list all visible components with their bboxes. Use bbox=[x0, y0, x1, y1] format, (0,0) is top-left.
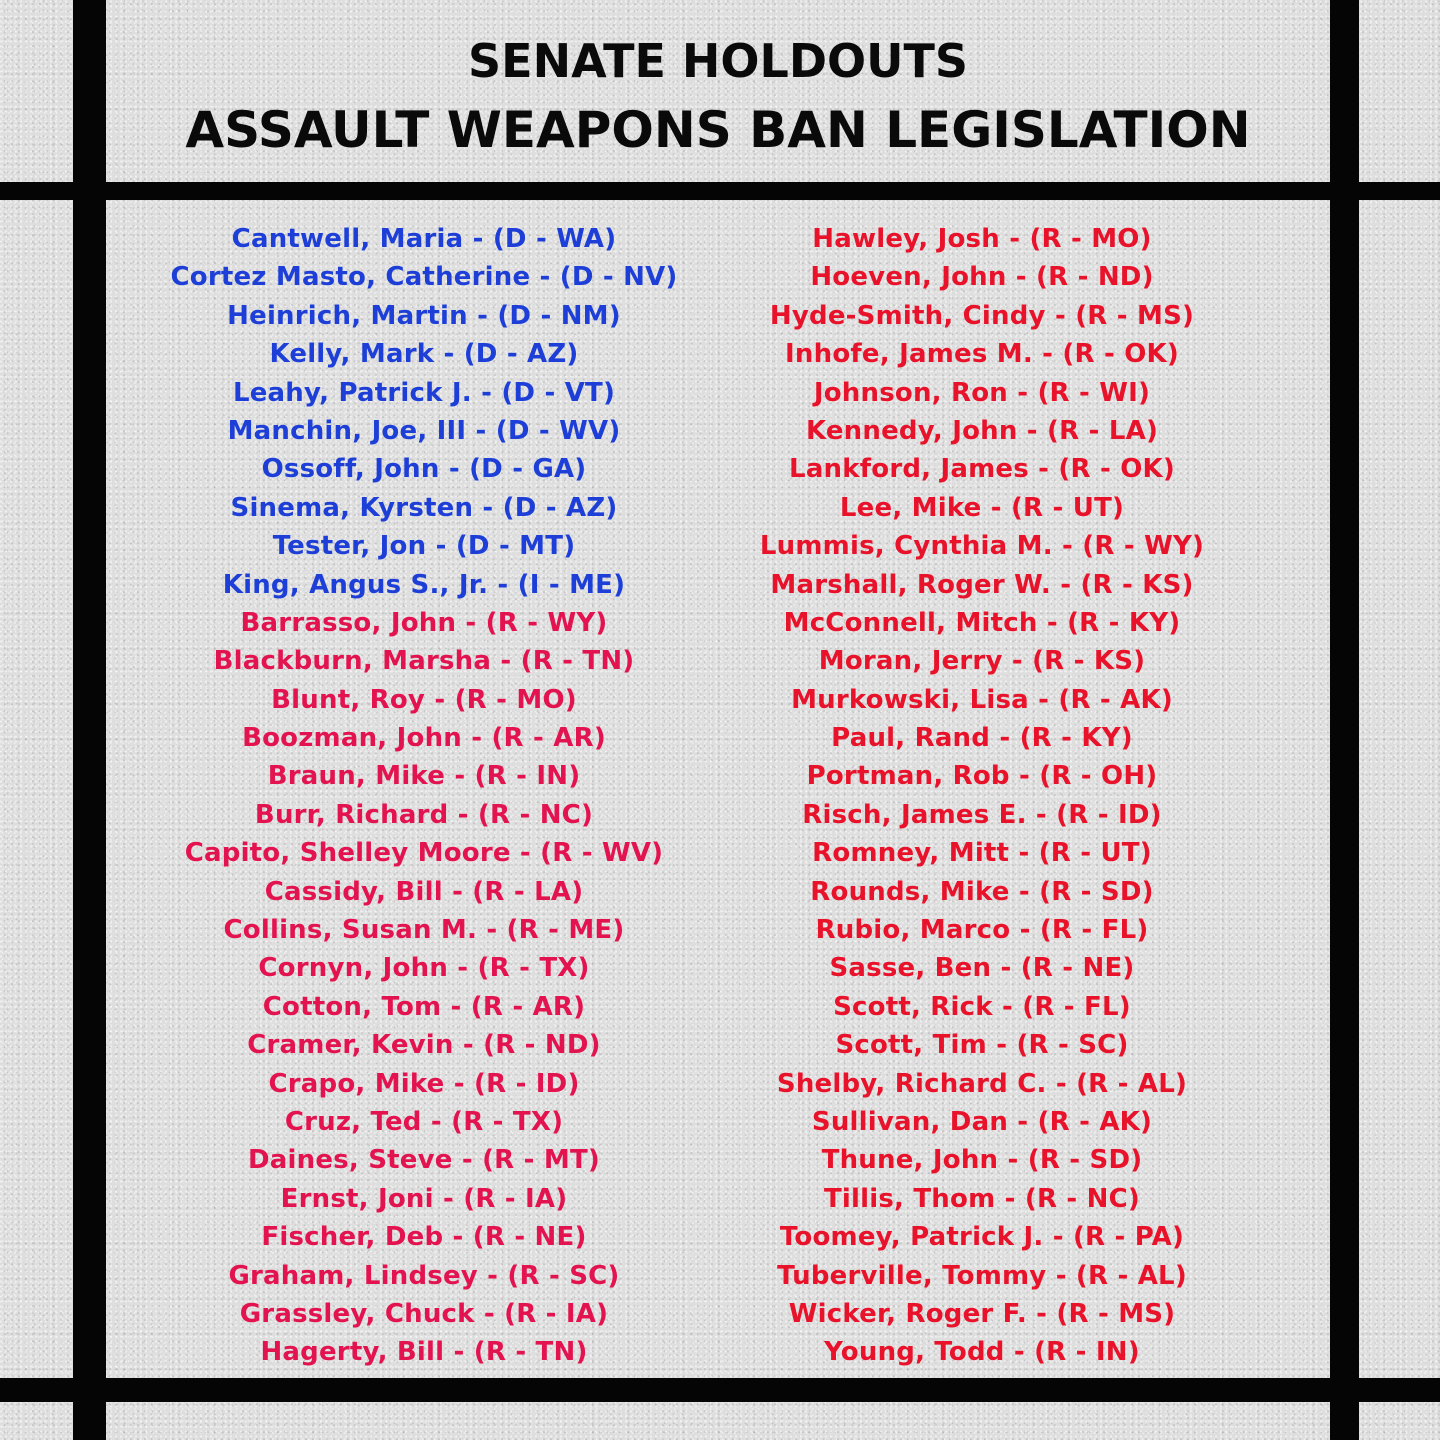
senator-row: Crapo, Mike - (R - ID) bbox=[268, 1068, 580, 1099]
senator-row: Braun, Mike - (R - IN) bbox=[267, 761, 581, 792]
senator-row: Cornyn, John - (R - TX) bbox=[258, 953, 590, 984]
senator-row: Shelby, Richard C. - (R - AL) bbox=[776, 1068, 1188, 1099]
senator-row: Wicker, Roger F. - (R - MS) bbox=[788, 1298, 1176, 1329]
grid-line-top-horizontal bbox=[0, 182, 1440, 200]
senator-row: Barrasso, John - (R - WY) bbox=[240, 607, 608, 638]
senator-row: Kennedy, John - (R - LA) bbox=[805, 415, 1159, 446]
senator-row: Cantwell, Maria - (D - WA) bbox=[231, 224, 617, 254]
senator-row: Cotton, Tom - (R - AR) bbox=[262, 991, 586, 1022]
senator-row: Rounds, Mike - (R - SD) bbox=[810, 876, 1154, 907]
senator-row: Portman, Rob - (R - OH) bbox=[806, 761, 1158, 792]
senator-row: Graham, Lindsey - (R - SC) bbox=[228, 1260, 620, 1291]
senator-row: Hagerty, Bill - (R - TN) bbox=[260, 1337, 588, 1368]
senator-row: Manchin, Joe, III - (D - WV) bbox=[227, 415, 621, 446]
senator-row: Cramer, Kevin - (R - ND) bbox=[247, 1030, 601, 1061]
senator-row: Sinema, Kyrsten - (D - AZ) bbox=[230, 492, 618, 523]
page-title-line-1: SENATE HOLDOUTS bbox=[468, 34, 968, 88]
senator-row: Daines, Steve - (R - MT) bbox=[248, 1145, 600, 1176]
senator-row: Risch, James E. - (R - ID) bbox=[802, 799, 1162, 830]
senator-row: Burr, Richard - (R - NC) bbox=[254, 799, 594, 830]
senator-row: Grassley, Chuck - (R - IA) bbox=[239, 1298, 609, 1329]
senator-row: Scott, Rick - (R - FL) bbox=[833, 991, 1131, 1022]
senator-row: Fischer, Deb - (R - NE) bbox=[261, 1222, 587, 1253]
senator-row: Sullivan, Dan - (R - AK) bbox=[811, 1106, 1153, 1137]
senator-list-right bbox=[728, 220, 1236, 1372]
senator-row: Hyde-Smith, Cindy - (R - MS) bbox=[769, 300, 1195, 331]
senator-row: Cortez Masto, Catherine - (D - NV) bbox=[170, 262, 678, 293]
senator-row: Lee, Mike - (R - UT) bbox=[839, 492, 1125, 523]
senator-row: Leahy, Patrick J. - (D - VT) bbox=[232, 377, 616, 408]
senator-row: Hoeven, John - (R - ND) bbox=[810, 262, 1154, 293]
senator-row: Blunt, Roy - (R - MO) bbox=[271, 684, 577, 715]
senator-row: Murkowski, Lisa - (R - AK) bbox=[791, 684, 1173, 715]
senator-row: Cruz, Ted - (R - TX) bbox=[284, 1106, 564, 1137]
senator-row: Boozman, John - (R - AR) bbox=[242, 723, 606, 754]
senator-row: Moran, Jerry - (R - KS) bbox=[818, 646, 1146, 677]
senator-row: McConnell, Mitch - (R - KY) bbox=[783, 607, 1181, 638]
senator-row: Tuberville, Tommy - (R - AL) bbox=[777, 1260, 1187, 1291]
senator-row: Ernst, Joni - (R - IA) bbox=[280, 1183, 568, 1214]
senator-row: Thune, John - (R - SD) bbox=[821, 1145, 1143, 1176]
senator-row: Scott, Tim - (R - SC) bbox=[835, 1030, 1129, 1061]
senator-row: Marshall, Roger W. - (R - KS) bbox=[770, 569, 1194, 600]
senator-row: Capito, Shelley Moore - (R - WV) bbox=[184, 838, 664, 869]
senator-row: Hawley, Josh - (R - MO) bbox=[812, 224, 1152, 254]
senator-row: Blackburn, Marsha - (R - TN) bbox=[213, 646, 635, 677]
grid-line-right-vertical bbox=[1330, 0, 1359, 1440]
senator-row: Tester, Jon - (D - MT) bbox=[272, 531, 576, 562]
senator-list-left bbox=[120, 220, 728, 1372]
senator-row: Inhofe, James M. - (R - OK) bbox=[785, 339, 1179, 370]
senator-row: Lummis, Cynthia M. - (R - WY) bbox=[759, 531, 1205, 562]
senator-row: Collins, Susan M. - (R - ME) bbox=[223, 915, 625, 946]
senator-row: Heinrich, Martin - (D - NM) bbox=[227, 300, 621, 331]
grid-line-left-vertical bbox=[73, 0, 106, 1440]
page-title-line-2: ASSAULT WEAPONS BAN LEGISLATION bbox=[185, 101, 1251, 159]
senator-row: Cassidy, Bill - (R - LA) bbox=[264, 876, 584, 907]
senator-row: Young, Todd - (R - IN) bbox=[824, 1337, 1140, 1368]
senator-row: Rubio, Marco - (R - FL) bbox=[815, 915, 1149, 946]
senator-row: King, Angus S., Jr. - (I - ME) bbox=[222, 569, 626, 600]
senator-row: Johnson, Ron - (R - WI) bbox=[813, 377, 1151, 408]
senator-row: Lankford, James - (R - OK) bbox=[789, 454, 1175, 485]
senator-row: Kelly, Mark - (D - AZ) bbox=[269, 339, 579, 370]
senator-row: Tillis, Thom - (R - NC) bbox=[823, 1183, 1140, 1214]
senator-row: Romney, Mitt - (R - UT) bbox=[812, 838, 1152, 869]
senator-row: Ossoff, John - (D - GA) bbox=[261, 454, 587, 485]
senator-row: Sasse, Ben - (R - NE) bbox=[829, 953, 1135, 984]
grid-line-bottom-horizontal bbox=[0, 1378, 1440, 1402]
senator-row: Paul, Rand - (R - KY) bbox=[831, 723, 1133, 754]
senator-row: Toomey, Patrick J. - (R - PA) bbox=[779, 1222, 1185, 1253]
